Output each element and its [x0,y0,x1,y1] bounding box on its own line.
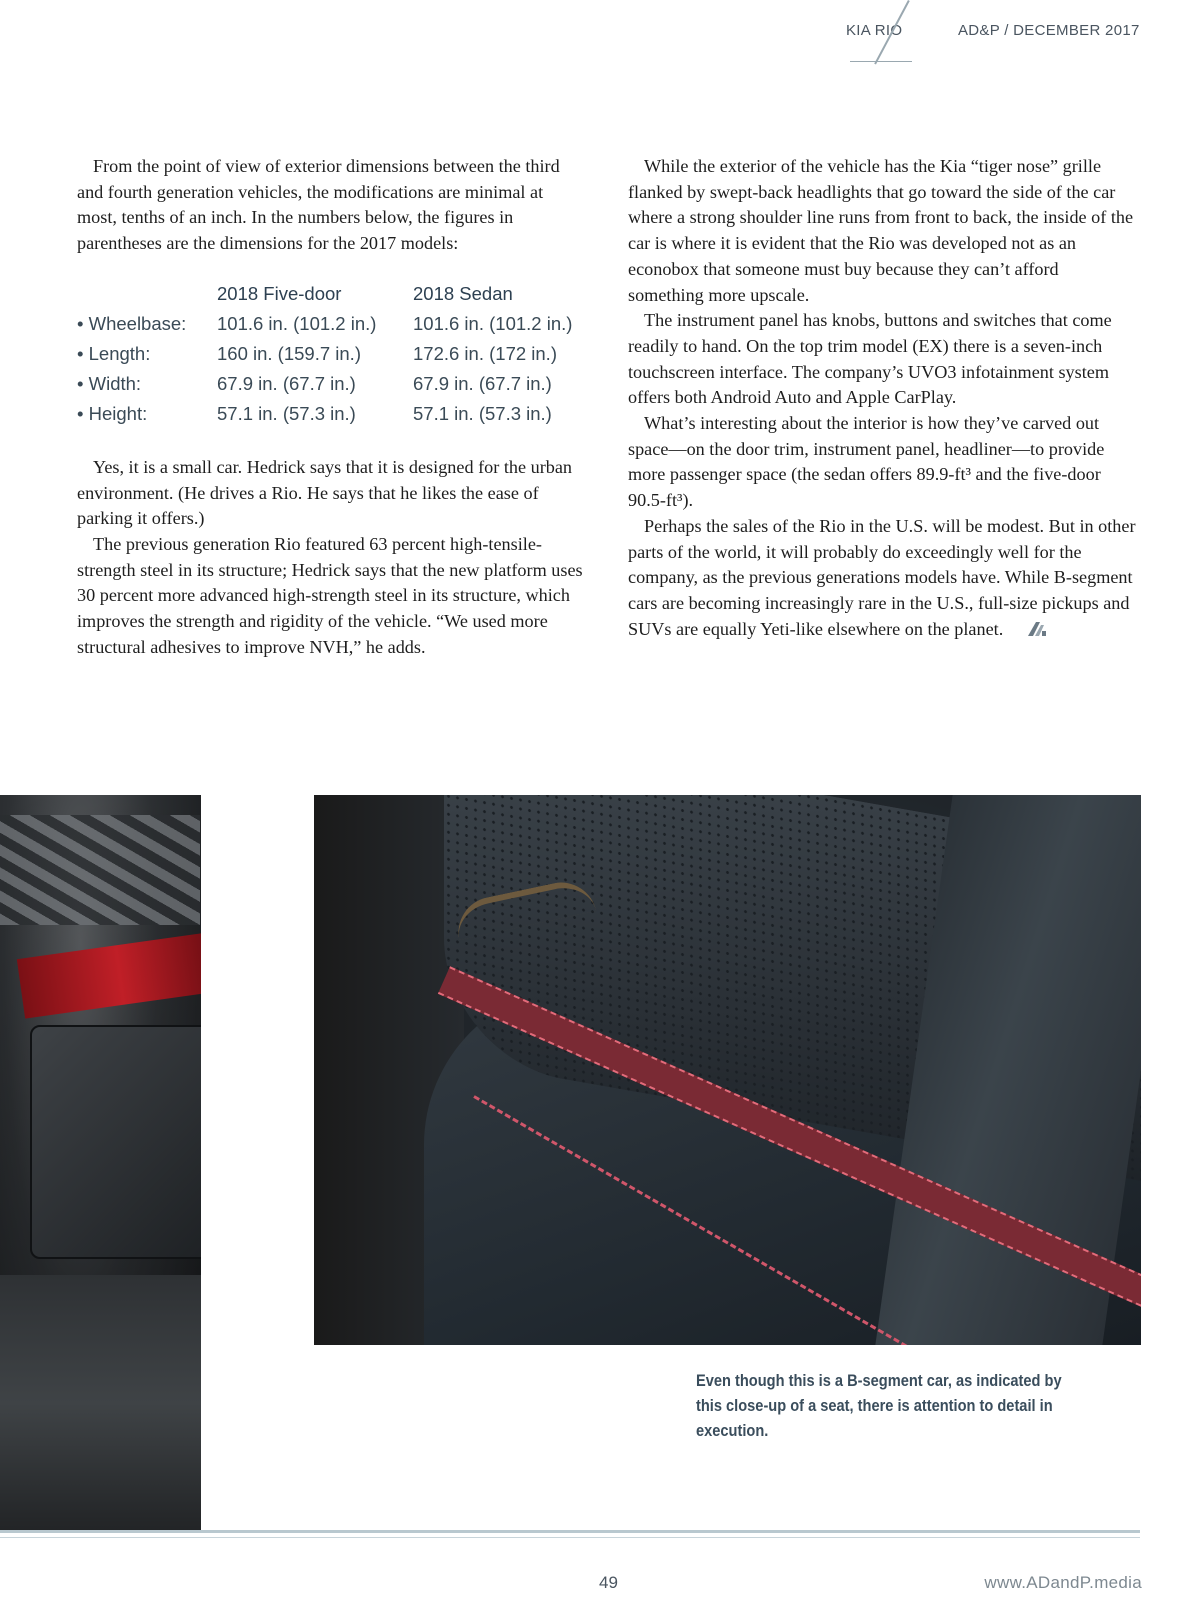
table-row [77,339,572,369]
seat-closeup-photo [314,795,1141,1345]
website-link[interactable]: www.ADandP.media [984,1573,1142,1592]
dimension-label: • Length: [77,342,151,364]
engine-bay-photo [0,795,201,1532]
photo-caption: Even though this is a B-segment car, as indicated by this close-up of a seat, there is attention to detail in execution. [696,1371,1062,1440]
dimension-five-door: 160 in. (159.7 in.) [217,342,361,364]
body-paragraph-final [628,514,1138,645]
page-number: 49 [599,1573,618,1592]
footer-rule-thin [0,1537,1140,1538]
engine-cover-slats [0,815,200,925]
body-paragraph: Yes, it is a small car. Hedrick says that it is designed for the urban environment. (He drives a Rio. He says that he likes the ease of parking it offers.) [77,456,573,529]
header-issue-label: AD&P / DECEMBER 2017 [958,22,1140,39]
final-paragraph-text: Perhaps the sales of the Rio in the U.S. will be modest. But in other parts of the world, it will probably do exceedingly well for the company, as the previous generations models have. While B-segment cars are becoming increasingly rare in the U.S., full-size pickups and SUVs are equally Yeti-like elsewhere on the planet. [628,515,1136,639]
dimension-five-door: 57.1 in. (57.3 in.) [217,402,356,424]
dimension-sedan: 101.6 in. (101.2 in.) [413,312,573,334]
dimension-sedan: 172.6 in. (172 in.) [413,342,557,364]
dimension-five-door: 101.6 in. (101.2 in.) [217,312,377,334]
engine-red-frame [17,931,201,1018]
left-column [77,154,585,660]
dimensions-header-row [77,279,572,309]
header-section-label: KIA RIO [846,22,903,39]
dimensions-header-sedan: 2018 Sedan [413,282,513,304]
footer-rule [0,1530,1140,1533]
adp-logo-icon [1011,619,1047,645]
dimension-sedan: 57.1 in. (57.3 in.) [413,402,552,424]
table-row [77,309,572,339]
body-paragraph: The instrument panel has knobs, buttons and switches that come readily to hand. On the top trim model (EX) there is a seven-inch touchscreen interface. The company’s UVO3 infotainment system offers both Android Auto and Apple CarPlay. [628,310,1112,408]
dimension-label: • Height: [77,402,148,424]
right-column [628,154,1138,644]
dimensions-table [77,279,572,429]
body-paragraph: What’s interesting about the interior is how they’ve carved out space—on the door trim, instrument panel, headliner—to provide more passenger space (the sedan offers 89.9-ft³ and the five-door 90.5-ft³). [628,413,1105,511]
engine-lower-panel [0,1275,201,1532]
table-row [77,369,572,399]
dimension-label: • Wheelbase: [77,312,187,334]
dimensions-header-blank [77,279,217,309]
dimension-sedan: 67.9 in. (67.7 in.) [413,372,552,394]
dimensions-header-five-door: 2018 Five-door [217,282,342,304]
table-row [77,399,572,429]
engine-fuse-box [30,1025,201,1259]
body-paragraph: The previous generation Rio featured 63 percent high-tensile-strength steel in its structure; Hedrick says that the new platform uses 30 percent more advanced high-strength steel in its structure, which improves the strength and rigidity of the vehicle. “We used more structural adhesives to improve NVH,” he adds. [77,533,583,657]
header-underline [850,61,912,62]
body-paragraph: While the exterior of the vehicle has the Kia “tiger nose” grille flanked by swept-back headlights that go toward the side of the car where a strong shoulder line runs from front to back, the inside of the car is where it is evident that the Rio was developed not as an econobox that someone must buy because they can’t afford something more upscale. [628,156,1134,305]
intro-paragraph: From the point of view of exterior dimensions between the third and fourth generation vehicles, the modifications are minimal at most, tenths of an inch. In the numbers below, the figures in parentheses are the dimensions for the 2017 models: [77,156,560,254]
dimension-label: • Width: [77,372,142,394]
dimension-five-door: 67.9 in. (67.7 in.) [217,372,356,394]
